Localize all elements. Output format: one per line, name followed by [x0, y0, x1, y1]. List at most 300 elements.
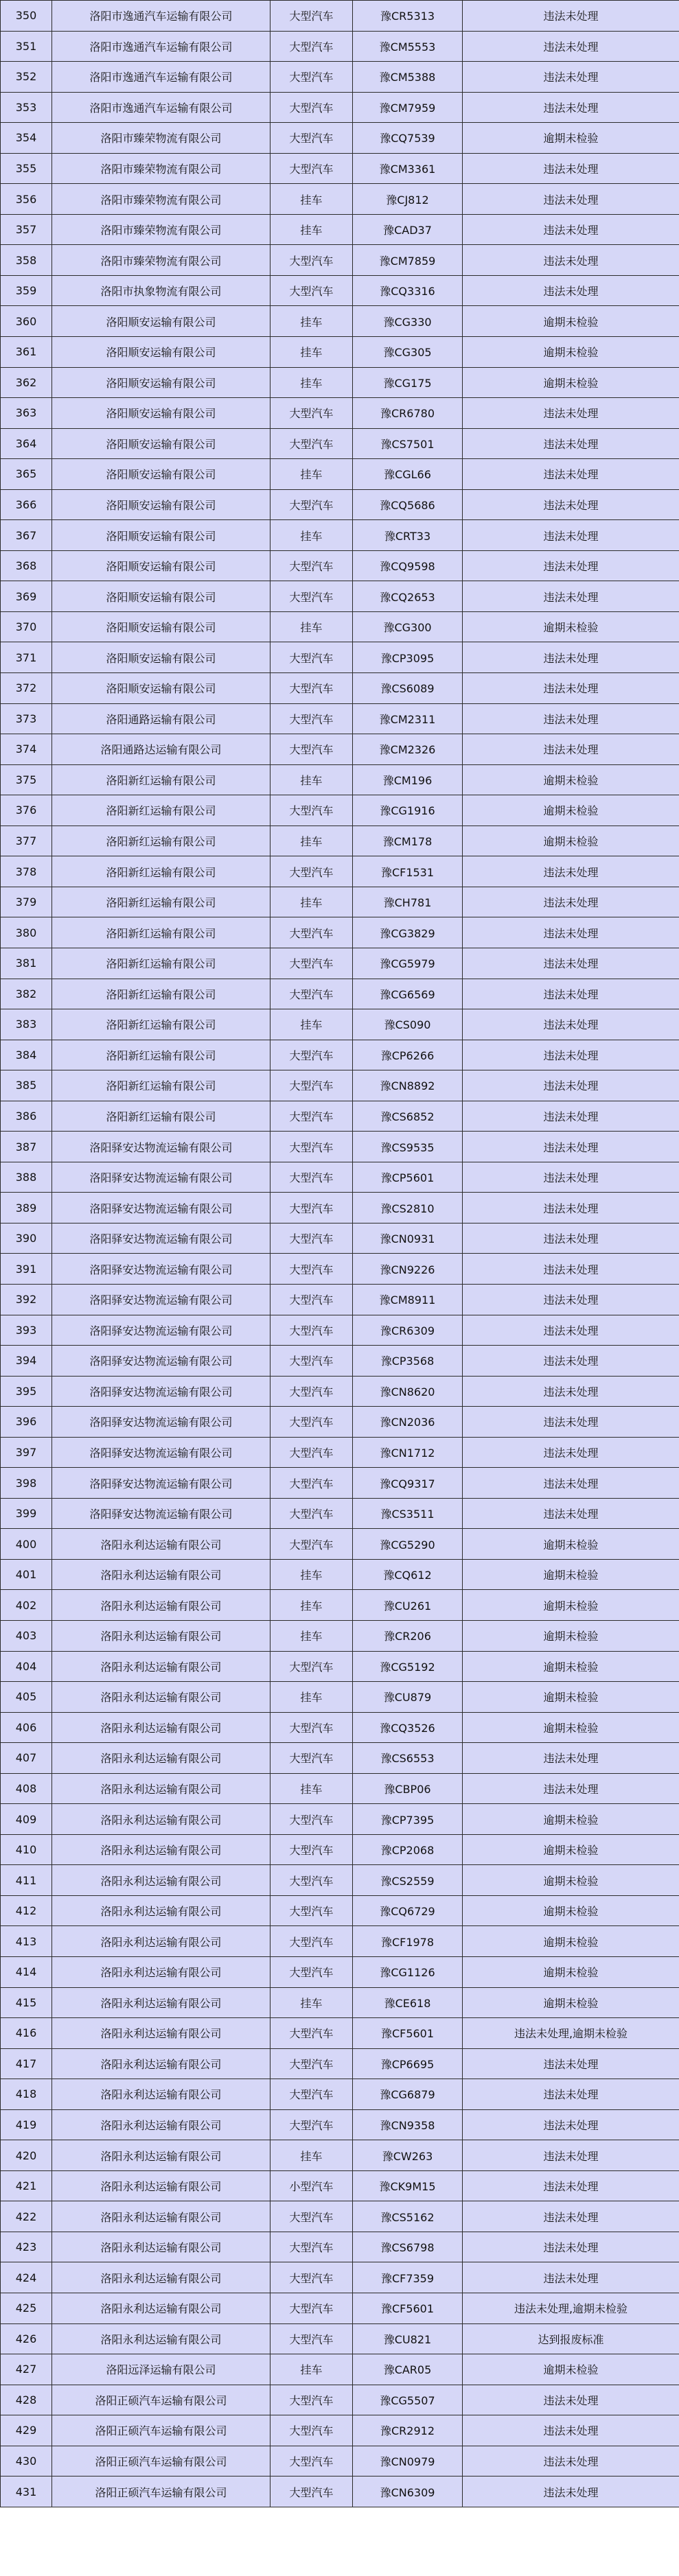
company-name-cell: 洛阳永利达运输有限公司	[52, 2170, 271, 2201]
plate-number-cell: 豫CM2311	[353, 703, 463, 734]
plate-number-cell: 豫CU261	[353, 1590, 463, 1621]
company-name-cell: 洛阳永利达运输有限公司	[52, 1987, 271, 2018]
table-row	[1, 1315, 679, 1346]
vehicle-type-cell: 大型汽车	[271, 1743, 353, 1774]
row-number-cell: 390	[1, 1223, 52, 1254]
row-number-cell: 413	[1, 1926, 52, 1957]
status-cell: 逾期未检验	[463, 1682, 679, 1713]
row-number-cell: 378	[1, 856, 52, 887]
company-name-cell: 洛阳驿安达物流运输有限公司	[52, 1407, 271, 1438]
plate-number-cell: 豫CJ812	[353, 184, 463, 215]
vehicle-type-cell: 大型汽车	[271, 1223, 353, 1254]
row-number-cell: 356	[1, 184, 52, 215]
table-row	[1, 1070, 679, 1101]
plate-number-cell: 豫CRT33	[353, 520, 463, 551]
company-name-cell: 洛阳永利达运输有限公司	[52, 1743, 271, 1774]
status-cell: 逾期未检验	[463, 1804, 679, 1835]
row-number-cell: 421	[1, 2170, 52, 2201]
status-cell: 违法未处理	[463, 2385, 679, 2415]
table-row	[1, 826, 679, 856]
table-row	[1, 1437, 679, 1468]
plate-number-cell: 豫CM7959	[353, 92, 463, 123]
table-row	[1, 856, 679, 887]
table-row	[1, 2323, 679, 2354]
status-cell: 违法未处理	[463, 31, 679, 62]
company-name-cell: 洛阳永利达运输有限公司	[52, 1834, 271, 1865]
plate-number-cell: 豫CN9226	[353, 1254, 463, 1285]
status-cell: 违法未处理	[463, 62, 679, 93]
plate-number-cell: 豫CM7859	[353, 245, 463, 276]
vehicle-type-cell: 挂车	[271, 1590, 353, 1621]
table-row	[1, 2446, 679, 2477]
vehicle-type-cell: 大型汽车	[271, 1498, 353, 1529]
row-number-cell: 415	[1, 1987, 52, 2018]
company-name-cell: 洛阳正硕汽车运输有限公司	[52, 2385, 271, 2415]
row-number-cell: 395	[1, 1376, 52, 1407]
plate-number-cell: 豫CF5601	[353, 2018, 463, 2049]
vehicle-type-cell: 大型汽车	[271, 2232, 353, 2262]
status-cell: 违法未处理	[463, 459, 679, 490]
table-row	[1, 1, 679, 32]
row-number-cell: 369	[1, 581, 52, 612]
vehicle-type-cell: 大型汽车	[271, 1162, 353, 1193]
table-row	[1, 2109, 679, 2140]
row-number-cell: 407	[1, 1743, 52, 1774]
vehicle-type-cell: 大型汽车	[271, 1193, 353, 1223]
company-name-cell: 洛阳驿安达物流运输有限公司	[52, 1254, 271, 1285]
vehicle-type-cell: 挂车	[271, 1773, 353, 1804]
table-row	[1, 1743, 679, 1774]
vehicle-type-cell: 大型汽车	[271, 1651, 353, 1682]
company-name-cell: 洛阳远泽运输有限公司	[52, 2354, 271, 2385]
status-cell: 违法未处理	[463, 1773, 679, 1804]
table-row	[1, 1804, 679, 1835]
table-row	[1, 1682, 679, 1713]
row-number-cell: 363	[1, 398, 52, 429]
vehicle-type-cell: 大型汽车	[271, 2385, 353, 2415]
company-name-cell: 洛阳永利达运输有限公司	[52, 1773, 271, 1804]
company-name-cell: 洛阳通路达运输有限公司	[52, 734, 271, 765]
status-cell: 违法未处理	[463, 1132, 679, 1162]
plate-number-cell: 豫CN1712	[353, 1437, 463, 1468]
row-number-cell: 399	[1, 1498, 52, 1529]
company-name-cell: 洛阳新红运输有限公司	[52, 1009, 271, 1040]
status-cell: 违法未处理	[463, 642, 679, 673]
company-name-cell: 洛阳永利达运输有限公司	[52, 2048, 271, 2079]
status-cell: 逾期未检验	[463, 1834, 679, 1865]
status-cell: 违法未处理	[463, 1407, 679, 1438]
plate-number-cell: 豫CM8911	[353, 1284, 463, 1315]
vehicle-type-cell: 挂车	[271, 214, 353, 245]
status-cell: 违法未处理	[463, 1315, 679, 1346]
company-name-cell: 洛阳驿安达物流运输有限公司	[52, 1437, 271, 1468]
table-row	[1, 2293, 679, 2324]
company-name-cell: 洛阳驿安达物流运输有限公司	[52, 1376, 271, 1407]
row-number-cell: 370	[1, 611, 52, 642]
table-row	[1, 1865, 679, 1896]
vehicle-type-cell: 大型汽车	[271, 123, 353, 154]
company-name-cell: 洛阳永利达运输有限公司	[52, 2262, 271, 2293]
company-name-cell: 洛阳正硕汽车运输有限公司	[52, 2477, 271, 2507]
vehicle-type-cell: 挂车	[271, 367, 353, 398]
company-name-cell: 洛阳正硕汽车运输有限公司	[52, 2415, 271, 2446]
vehicle-type-cell: 大型汽车	[271, 1529, 353, 1560]
table-row	[1, 2201, 679, 2232]
status-cell: 违法未处理	[463, 1468, 679, 1499]
plate-number-cell: 豫CS2559	[353, 1865, 463, 1896]
status-cell: 违法未处理	[463, 703, 679, 734]
plate-number-cell: 豫CF7359	[353, 2262, 463, 2293]
company-name-cell: 洛阳正硕汽车运输有限公司	[52, 2446, 271, 2477]
status-cell: 逾期未检验	[463, 1651, 679, 1682]
company-name-cell: 洛阳顺安运输有限公司	[52, 520, 271, 551]
status-cell: 违法未处理	[463, 92, 679, 123]
plate-number-cell: 豫CG5507	[353, 2385, 463, 2415]
plate-number-cell: 豫CS6553	[353, 1743, 463, 1774]
vehicle-type-cell: 大型汽车	[271, 2048, 353, 2079]
company-name-cell: 洛阳永利达运输有限公司	[52, 1895, 271, 1926]
vehicle-type-cell: 大型汽车	[271, 1, 353, 32]
company-name-cell: 洛阳市逸通汽车运输有限公司	[52, 31, 271, 62]
table-row	[1, 2232, 679, 2262]
company-name-cell: 洛阳驿安达物流运输有限公司	[52, 1498, 271, 1529]
table-row	[1, 1651, 679, 1682]
vehicle-type-cell: 挂车	[271, 2354, 353, 2385]
vehicle-type-cell: 挂车	[271, 611, 353, 642]
vehicle-type-cell: 大型汽车	[271, 489, 353, 520]
plate-number-cell: 豫CG175	[353, 367, 463, 398]
plate-number-cell: 豫CS6852	[353, 1101, 463, 1132]
row-number-cell: 389	[1, 1193, 52, 1223]
table-row	[1, 306, 679, 337]
plate-number-cell: 豫CS3511	[353, 1498, 463, 1529]
table-row	[1, 2354, 679, 2385]
table-row	[1, 1987, 679, 2018]
plate-number-cell: 豫CR6780	[353, 398, 463, 429]
vehicle-type-cell: 大型汽车	[271, 795, 353, 826]
table-row	[1, 428, 679, 459]
table-row	[1, 184, 679, 215]
plate-number-cell: 豫CM178	[353, 826, 463, 856]
plate-number-cell: 豫CG5192	[353, 1651, 463, 1682]
company-name-cell: 洛阳通路运输有限公司	[52, 703, 271, 734]
plate-number-cell: 豫CK9M15	[353, 2170, 463, 2201]
plate-number-cell: 豫CN9358	[353, 2109, 463, 2140]
vehicle-type-cell: 大型汽车	[271, 1437, 353, 1468]
status-cell: 违法未处理	[463, 2232, 679, 2262]
table-row	[1, 1620, 679, 1651]
company-name-cell: 洛阳永利达运输有限公司	[52, 1529, 271, 1560]
status-cell: 违法未处理	[463, 1193, 679, 1223]
table-row	[1, 92, 679, 123]
status-cell: 违法未处理	[463, 2079, 679, 2110]
row-number-cell: 419	[1, 2109, 52, 2140]
vehicle-type-cell: 挂车	[271, 1682, 353, 1713]
plate-number-cell: 豫CP3568	[353, 1346, 463, 1377]
status-cell: 违法未处理	[463, 550, 679, 581]
vehicle-type-cell: 大型汽车	[271, 1895, 353, 1926]
company-name-cell: 洛阳新红运输有限公司	[52, 826, 271, 856]
row-number-cell: 411	[1, 1865, 52, 1896]
company-name-cell: 洛阳新红运输有限公司	[52, 795, 271, 826]
row-number-cell: 418	[1, 2079, 52, 2110]
plate-number-cell: 豫CR206	[353, 1620, 463, 1651]
row-number-cell: 410	[1, 1834, 52, 1865]
status-cell: 逾期未检验	[463, 611, 679, 642]
row-number-cell: 429	[1, 2415, 52, 2446]
company-name-cell: 洛阳永利达运输有限公司	[52, 2018, 271, 2049]
plate-number-cell: 豫CP3095	[353, 642, 463, 673]
status-cell: 逾期未检验	[463, 1590, 679, 1621]
status-cell: 违法未处理	[463, 428, 679, 459]
plate-number-cell: 豫CM5388	[353, 62, 463, 93]
row-number-cell: 431	[1, 2477, 52, 2507]
plate-number-cell: 豫CF1978	[353, 1926, 463, 1957]
plate-number-cell: 豫CQ3316	[353, 275, 463, 306]
vehicle-type-cell: 大型汽车	[271, 1407, 353, 1438]
vehicle-type-cell: 大型汽车	[271, 2079, 353, 2110]
table-row	[1, 123, 679, 154]
status-cell: 违法未处理	[463, 917, 679, 948]
company-name-cell: 洛阳顺安运输有限公司	[52, 642, 271, 673]
vehicle-type-cell: 大型汽车	[271, 2018, 353, 2049]
vehicle-type-cell: 大型汽车	[271, 856, 353, 887]
vehicle-type-cell: 大型汽车	[271, 1284, 353, 1315]
status-cell: 逾期未检验	[463, 123, 679, 154]
table-row	[1, 337, 679, 368]
status-cell: 违法未处理	[463, 734, 679, 765]
status-cell: 违法未处理	[463, 1070, 679, 1101]
table-row	[1, 917, 679, 948]
row-number-cell: 422	[1, 2201, 52, 2232]
status-cell: 逾期未检验	[463, 1926, 679, 1957]
vehicle-type-cell: 大型汽车	[271, 1040, 353, 1070]
row-number-cell: 374	[1, 734, 52, 765]
plate-number-cell: 豫CQ3526	[353, 1712, 463, 1743]
vehicle-type-cell: 挂车	[271, 1009, 353, 1040]
table-row	[1, 1346, 679, 1377]
row-number-cell: 391	[1, 1254, 52, 1285]
row-number-cell: 430	[1, 2446, 52, 2477]
status-cell: 违法未处理	[463, 1101, 679, 1132]
plate-number-cell: 豫CQ5686	[353, 489, 463, 520]
vehicle-type-cell: 大型汽车	[271, 1712, 353, 1743]
status-cell: 违法未处理	[463, 1346, 679, 1377]
vehicle-type-cell: 挂车	[271, 887, 353, 917]
status-cell: 违法未处理	[463, 275, 679, 306]
table-row	[1, 2477, 679, 2507]
table-row	[1, 1895, 679, 1926]
company-name-cell: 洛阳新红运输有限公司	[52, 1101, 271, 1132]
row-number-cell: 393	[1, 1315, 52, 1346]
table-row	[1, 489, 679, 520]
row-number-cell: 382	[1, 979, 52, 1009]
row-number-cell: 397	[1, 1437, 52, 1468]
status-cell: 违法未处理	[463, 2109, 679, 2140]
status-cell: 违法未处理,逾期未检验	[463, 2018, 679, 2049]
vehicle-type-cell: 大型汽车	[271, 1070, 353, 1101]
status-cell: 违法未处理	[463, 1040, 679, 1070]
company-name-cell: 洛阳市逸通汽车运输有限公司	[52, 1, 271, 32]
plate-number-cell: 豫CM2326	[353, 734, 463, 765]
vehicle-type-cell: 挂车	[271, 1559, 353, 1590]
plate-number-cell: 豫CN0979	[353, 2446, 463, 2477]
row-number-cell: 368	[1, 550, 52, 581]
table-row	[1, 581, 679, 612]
plate-number-cell: 豫CM5553	[353, 31, 463, 62]
vehicle-type-cell: 挂车	[271, 337, 353, 368]
status-cell: 违法未处理	[463, 1284, 679, 1315]
company-name-cell: 洛阳顺安运输有限公司	[52, 306, 271, 337]
table-row	[1, 459, 679, 490]
company-name-cell: 洛阳新红运输有限公司	[52, 1070, 271, 1101]
vehicle-type-cell: 大型汽车	[271, 2262, 353, 2293]
vehicle-type-cell: 大型汽车	[271, 92, 353, 123]
table-row	[1, 2140, 679, 2171]
table-row	[1, 642, 679, 673]
vehicle-type-cell: 大型汽车	[271, 2446, 353, 2477]
table-row	[1, 550, 679, 581]
row-number-cell: 376	[1, 795, 52, 826]
company-name-cell: 洛阳永利达运输有限公司	[52, 1804, 271, 1835]
row-number-cell: 398	[1, 1468, 52, 1499]
plate-number-cell: 豫CR5313	[353, 1, 463, 32]
status-cell: 逾期未检验	[463, 795, 679, 826]
status-cell: 逾期未检验	[463, 1620, 679, 1651]
table-row	[1, 275, 679, 306]
row-number-cell: 365	[1, 459, 52, 490]
company-name-cell: 洛阳永利达运输有限公司	[52, 2109, 271, 2140]
row-number-cell: 361	[1, 337, 52, 368]
status-cell: 违法未处理	[463, 887, 679, 917]
status-cell: 违法未处理	[463, 856, 679, 887]
company-name-cell: 洛阳永利达运输有限公司	[52, 1957, 271, 1988]
status-cell: 逾期未检验	[463, 337, 679, 368]
row-number-cell: 350	[1, 1, 52, 32]
status-cell: 违法未处理	[463, 2262, 679, 2293]
company-name-cell: 洛阳市逸通汽车运输有限公司	[52, 92, 271, 123]
table-row	[1, 1773, 679, 1804]
company-name-cell: 洛阳新红运输有限公司	[52, 1040, 271, 1070]
table-row	[1, 887, 679, 917]
status-cell: 违法未处理	[463, 520, 679, 551]
company-name-cell: 洛阳市逸通汽车运输有限公司	[52, 62, 271, 93]
vehicle-type-cell: 大型汽车	[271, 62, 353, 93]
row-number-cell: 371	[1, 642, 52, 673]
table-row	[1, 1101, 679, 1132]
plate-number-cell: 豫CQ9598	[353, 550, 463, 581]
table-row	[1, 734, 679, 765]
company-name-cell: 洛阳市臻荣物流有限公司	[52, 245, 271, 276]
vehicle-type-cell: 小型汽车	[271, 2170, 353, 2201]
row-number-cell: 405	[1, 1682, 52, 1713]
company-name-cell: 洛阳永利达运输有限公司	[52, 1682, 271, 1713]
plate-number-cell: 豫CQ9317	[353, 1468, 463, 1499]
row-number-cell: 386	[1, 1101, 52, 1132]
company-name-cell: 洛阳永利达运输有限公司	[52, 2079, 271, 2110]
vehicle-type-cell: 大型汽车	[271, 979, 353, 1009]
company-name-cell: 洛阳驿安达物流运输有限公司	[52, 1284, 271, 1315]
plate-number-cell: 豫CP7395	[353, 1804, 463, 1835]
table-row	[1, 673, 679, 704]
company-name-cell: 洛阳顺安运输有限公司	[52, 581, 271, 612]
plate-number-cell: 豫CS2810	[353, 1193, 463, 1223]
status-cell: 逾期未检验	[463, 826, 679, 856]
plate-number-cell: 豫CQ612	[353, 1559, 463, 1590]
row-number-cell: 428	[1, 2385, 52, 2415]
plate-number-cell: 豫CP2068	[353, 1834, 463, 1865]
company-name-cell: 洛阳市臻荣物流有限公司	[52, 123, 271, 154]
plate-number-cell: 豫CN6309	[353, 2477, 463, 2507]
table-row	[1, 1132, 679, 1162]
row-number-cell: 359	[1, 275, 52, 306]
plate-number-cell: 豫CH781	[353, 887, 463, 917]
status-cell: 违法未处理	[463, 1376, 679, 1407]
company-name-cell: 洛阳顺安运输有限公司	[52, 398, 271, 429]
status-cell: 违法未处理	[463, 1223, 679, 1254]
row-number-cell: 423	[1, 2232, 52, 2262]
company-name-cell: 洛阳永利达运输有限公司	[52, 2140, 271, 2171]
company-name-cell: 洛阳永利达运输有限公司	[52, 1926, 271, 1957]
table-row	[1, 1559, 679, 1590]
company-name-cell: 洛阳市执象物流有限公司	[52, 275, 271, 306]
status-cell: 违法未处理	[463, 2446, 679, 2477]
table-row	[1, 1193, 679, 1223]
company-name-cell: 洛阳驿安达物流运输有限公司	[52, 1315, 271, 1346]
company-name-cell: 洛阳驿安达物流运输有限公司	[52, 1223, 271, 1254]
vehicle-type-cell: 大型汽车	[271, 2323, 353, 2354]
table-row	[1, 2385, 679, 2415]
status-cell: 逾期未检验	[463, 1712, 679, 1743]
table-row	[1, 367, 679, 398]
plate-number-cell: 豫CS7501	[353, 428, 463, 459]
table-row	[1, 1590, 679, 1621]
row-number-cell: 383	[1, 1009, 52, 1040]
row-number-cell: 381	[1, 948, 52, 979]
table-row	[1, 1284, 679, 1315]
vehicle-type-cell: 大型汽车	[271, 917, 353, 948]
status-cell: 违法未处理	[463, 1, 679, 32]
table-row	[1, 398, 679, 429]
vehicle-type-cell: 大型汽车	[271, 1254, 353, 1285]
table-row	[1, 2018, 679, 2049]
plate-number-cell: 豫CM196	[353, 764, 463, 795]
row-number-cell: 427	[1, 2354, 52, 2385]
company-name-cell: 洛阳顺安运输有限公司	[52, 428, 271, 459]
vehicle-type-cell: 大型汽车	[271, 275, 353, 306]
status-cell: 违法未处理	[463, 1009, 679, 1040]
plate-number-cell: 豫CG330	[353, 306, 463, 337]
plate-number-cell: 豫CG300	[353, 611, 463, 642]
table-row	[1, 214, 679, 245]
company-name-cell: 洛阳顺安运输有限公司	[52, 367, 271, 398]
vehicle-type-cell: 大型汽车	[271, 948, 353, 979]
table-row	[1, 62, 679, 93]
company-name-cell: 洛阳永利达运输有限公司	[52, 2232, 271, 2262]
table-row	[1, 948, 679, 979]
status-cell: 逾期未检验	[463, 367, 679, 398]
vehicle-type-cell: 大型汽车	[271, 1957, 353, 1988]
status-cell: 逾期未检验	[463, 1895, 679, 1926]
table-row	[1, 1498, 679, 1529]
plate-number-cell: 豫CP5601	[353, 1162, 463, 1193]
plate-number-cell: 豫CF1531	[353, 856, 463, 887]
vehicle-type-cell: 大型汽车	[271, 1468, 353, 1499]
table-row	[1, 1468, 679, 1499]
vehicle-type-cell: 挂车	[271, 459, 353, 490]
plate-number-cell: 豫CM3361	[353, 153, 463, 184]
row-number-cell: 417	[1, 2048, 52, 2079]
